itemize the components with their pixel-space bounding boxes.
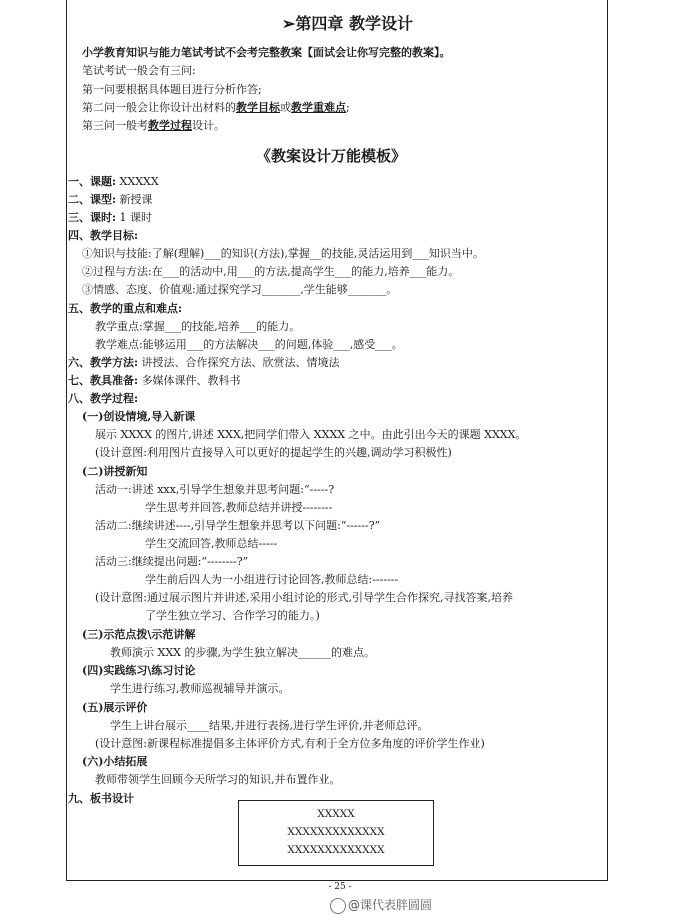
teaching-objective-term: 教学目标 (236, 101, 280, 114)
section-objectives-label: 四、教学目标: (68, 229, 139, 242)
activity-one-response: 学生思考并回答,教师总结并讲授-------- (145, 501, 333, 514)
key-point: 教学重点:掌握___的技能,培养___的能力。 (95, 320, 301, 333)
objective-process: ②过程与方法:在___的活动中,用___的方法,提高学生___的能力,培养___能力。 (82, 265, 460, 278)
section-methods (68, 356, 340, 370)
section-materials-label: 七、教具准备: (68, 374, 139, 387)
question-two-text: 第二问一般会让你设计出材料的 (82, 101, 236, 114)
process-intro-design: (设计意图:利用图片直接导入可以更好的提起学生的兴趣,调动学习积极性) (95, 446, 452, 459)
activity-two: 活动二:继续讲述----,引导学生想象并思考以下问题:“------?” (95, 519, 381, 532)
process-demo-title: (三)示范点拨\示范讲解 (82, 628, 196, 641)
process-evaluation-design: (设计意图:新课程标准提倡多主体评价方式,有利于全方位多角度的评价学生作业) (95, 737, 485, 750)
section-materials (68, 374, 241, 388)
section-board-label: 九、板书设计 (68, 792, 134, 805)
process-teach-title: (二)讲授新知 (82, 465, 148, 478)
question-two-end: ; (346, 101, 350, 114)
question-three-end: 设计。 (192, 119, 225, 132)
difficult-point: 教学难点:能够运用___的方法解决___的问题,体验___,感受___。 (95, 338, 403, 351)
weibo-icon (330, 898, 346, 914)
activity-one: 活动一:讲述 xxx,引导学生想象并思考问题:“-----? (95, 483, 335, 496)
section-process-label: 八、教学过程: (68, 392, 139, 405)
question-three (82, 119, 225, 133)
section-methods-value: 讲授法、合作探究方法、欣赏法、情境法 (138, 356, 340, 369)
page-number: - 25 - (328, 882, 352, 892)
teaching-process-term: 教学过程 (148, 119, 192, 132)
page-bottom-rule (66, 880, 608, 881)
question-two (82, 101, 350, 115)
question-one: 第一问要根据具体题目进行分析作答; (82, 83, 262, 96)
process-evaluation-line: 学生上讲台展示____结果,并进行表扬,进行学生评价,并老师总评。 (110, 719, 429, 732)
board-line-3: XXXXXXXXXXXXX (287, 844, 385, 856)
process-intro-title: (一)创设情境,导入新课 (82, 410, 196, 423)
objective-knowledge: ①知识与技能:了解(理解)___的知识(方法),掌握__的技能,灵活运用到___知识当中。 (82, 247, 484, 260)
exam-intro: 笔试考试一般会有三问: (82, 64, 196, 77)
question-three-text: 第三问一般考 (82, 119, 148, 132)
section-materials-value: 多媒体课件、教科书 (138, 374, 241, 387)
process-demo-line: 教师演示 XXX 的步骤,为学生独立解决______的难点。 (110, 646, 375, 659)
teach-design-line2: 了学生独立学习、合作学习的能力。) (145, 609, 320, 622)
section-class-hours-value: 1 课时 (116, 211, 153, 224)
section-lesson-type-label: 二、课型: (68, 193, 117, 206)
question-two-or: 或 (280, 101, 291, 114)
section-lesson-type-value: 新授课 (116, 193, 153, 206)
process-intro-line: 展示 XXXX 的图片,讲述 XXX,把同学们带入 XXXX 之中。由此引出今天的课题 XXXX。 (95, 428, 527, 441)
section-methods-label: 六、教学方法: (68, 356, 139, 369)
process-summary-title: (六)小结拓展 (82, 755, 148, 768)
activity-three: 活动三:继续提出问题:“--------?” (95, 555, 249, 568)
board-design-box (238, 800, 434, 866)
process-summary-line: 教师带领学生回顾今天所学习的知识,并布置作业。 (95, 773, 341, 786)
teach-design-line1: (设计意图:通过展示图片并讲述,采用小组讨论的形式,引导学生合作探究,寻找答案,培养 (95, 591, 513, 604)
section-topic-label: 一、课题: (68, 175, 117, 188)
section-key-difficult-label: 五、教学的重点和难点: (68, 302, 183, 315)
section-class-hours-label: 三、课时: (68, 211, 117, 224)
objective-emotion: ③情感、态度、价值观:通过探究学习_______,学生能够_______。 (82, 283, 398, 296)
activity-three-response: 学生前后四人为一小组进行讨论回答,教师总结:------- (145, 573, 399, 586)
template-title: 《教案设计万能模板》 (256, 147, 407, 165)
watermark (330, 896, 432, 914)
section-topic-value: XXXXX (116, 175, 159, 188)
section-lesson-type (68, 193, 153, 207)
section-class-hours (68, 211, 152, 225)
process-practice-line: 学生进行练习,教师巡视辅导并演示。 (110, 682, 290, 695)
teaching-key-difficulty-term: 教学重难点 (291, 101, 346, 114)
process-evaluation-title: (五)展示评价 (82, 701, 148, 714)
board-line-2: XXXXXXXXXXXXX (287, 826, 385, 838)
section-topic (68, 175, 159, 189)
board-line-1: XXXXX (317, 808, 355, 820)
watermark-text: @课代表胖圆圆 (348, 898, 433, 912)
intro-note: 小学教育知识与能力笔试考试不会考完整教案【面试会让你写完整的教案】。 (82, 46, 451, 59)
process-practice-title: (四)实践练习\练习讨论 (82, 664, 196, 677)
activity-two-response: 学生交流回答,教师总结----- (145, 537, 278, 550)
chapter-title: ➢第四章 教学设计 (282, 14, 413, 33)
